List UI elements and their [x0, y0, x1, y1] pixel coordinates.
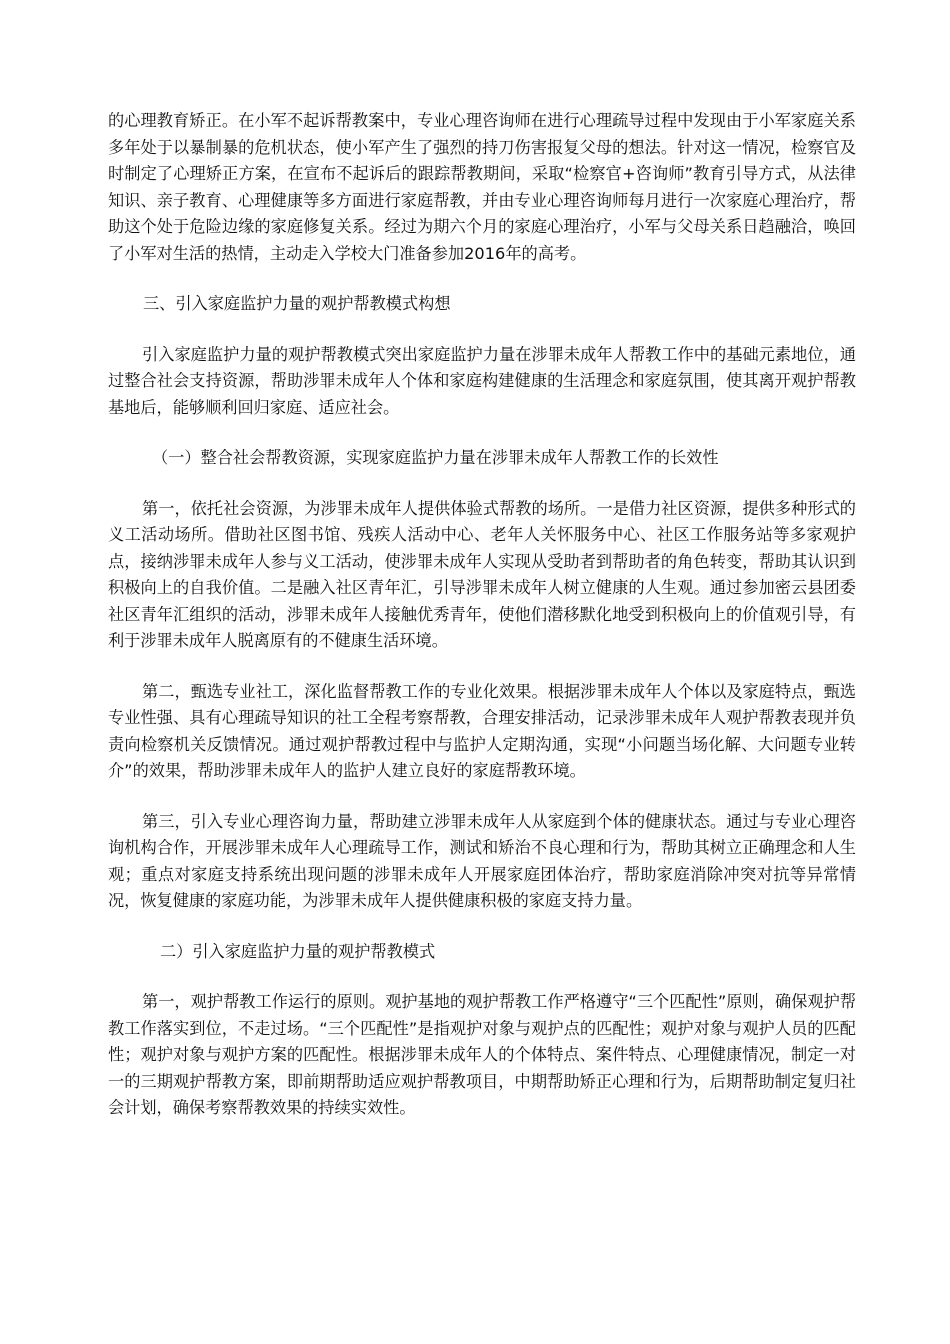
paragraph-first-point: 第一，依托社会资源，为涉罪未成年人提供体验式帮教的场所。一是借力社区资源，提供多种形式的义工活动场所。借助社区图书馆、残疾人活动中心、老年人关怀服务中心、社区工作服务站等多家观护点，接纳涉罪未成年人参与义工活动，使涉罪未成年人实现从受助者到帮助者的角色转变，帮助其认识到积极向上的自我价值。二是融入社区青年汇，引导涉罪未成年人树立健康的人生观。通过参加密云县团委社区青年汇组织的活动，涉罪未成年人接触优秀青年，使他们潜移默化地受到积极向上的价值观引导，有利于涉罪未成年人脱离原有的不健康生活环境。 — [108, 498, 856, 650]
paragraph-gap — [108, 785, 856, 809]
paragraph-gap — [108, 915, 856, 939]
subsection-heading-two: 二）引入家庭监护力量的观护帮教模式 — [160, 941, 436, 961]
document-page — [108, 108, 856, 1122]
paragraph-gap — [108, 267, 856, 291]
paragraph-gap — [108, 965, 856, 989]
paragraph-gap — [108, 421, 856, 445]
section-heading-three: 三、引入家庭监护力量的观护帮教模式构想 — [143, 294, 451, 313]
paragraph-continuation: 的心理教育矫正。在小军不起诉帮教案中，专业心理咨询师在进行心理疏导过程中发现由于小军家庭关系多年处于以暴制暴的危机状态，使小军产生了强烈的持刀伤害报复父母的想法。针对这一情况，检察官及时制定了心理矫正方案，在宣布不起诉后的跟踪帮教期间，采取“检察官+咨询师”教育引导方式，从法律知识、亲子教育、心理健康等多方面进行家庭帮教，并由专业心理咨询师每月进行一次家庭心理治疗，帮助这个处于危险边缘的家庭修复关系。经过为期六个月的家庭心理治疗，小军与父母关系日趋融洽，唤回了小军对生活的热情，主动走入学校大门准备参加2016年的高考。 — [108, 111, 856, 263]
paragraph-second-point: 第二，甄选专业社工，深化监督帮教工作的专业化效果。根据涉罪未成年人个体以及家庭特点，甄选专业性强、具有心理疏导知识的社工全程考察帮教，合理安排活动，记录涉罪未成年人观护帮教表现并负责向检察机关反馈情况。通过观护帮教过程中与监护人定期沟通，实现“小问题当场化解、大问题专业转介”的效果，帮助涉罪未成年人的监护人建立良好的家庭帮教环境。 — [108, 681, 856, 780]
paragraph-gap — [108, 318, 856, 342]
paragraph-intro: 引入家庭监护力量的观护帮教模式突出家庭监护力量在涉罪未成年人帮教工作中的基础元素地位，通过整合社会支持资源，帮助涉罪未成年人个体和家庭构建健康的生活理念和家庭氛围，使其离开观护帮教基地后，能够顺利回归家庭、适应社会。 — [108, 344, 856, 417]
paragraph-third-point: 第三，引入专业心理咨询力量，帮助建立涉罪未成年人从家庭到个体的健康状态。通过与专业心理咨询机构合作，开展涉罪未成年人心理疏导工作，测试和矫治不良心理和行为，帮助其树立正确理念和人生观；重点对家庭支持系统出现问题的涉罪未成年人开展家庭团体治疗，帮助家庭消除冲突对抗等异常情况，恢复健康的家庭功能，为涉罪未成年人提供健康积极的家庭支持力量。 — [108, 811, 856, 910]
paragraph-gap — [108, 655, 856, 679]
paragraph-gap — [108, 472, 856, 496]
subsection-heading-one: （一）整合社会帮教资源，实现家庭监护力量在涉罪未成年人帮教工作的长效性 — [152, 448, 719, 467]
paragraph-principles: 第一，观护帮教工作运行的原则。观护基地的观护帮教工作严格遵守“三个匹配性”原则，确保观护帮教工作落实到位，不走过场。“三个匹配性”是指观护对象与观护点的匹配性；观护对象与观护人员的匹配性；观护对象与观护方案的匹配性。根据涉罪未成年人的个体特点、案件特点、心理健康情况，制定一对一的三期观护帮教方案，即前期帮助适应观护帮教项目，中期帮助矫正心理和行为，后期帮助制定复归社会计划，确保考察帮教效果的持续实效性。 — [108, 992, 856, 1117]
